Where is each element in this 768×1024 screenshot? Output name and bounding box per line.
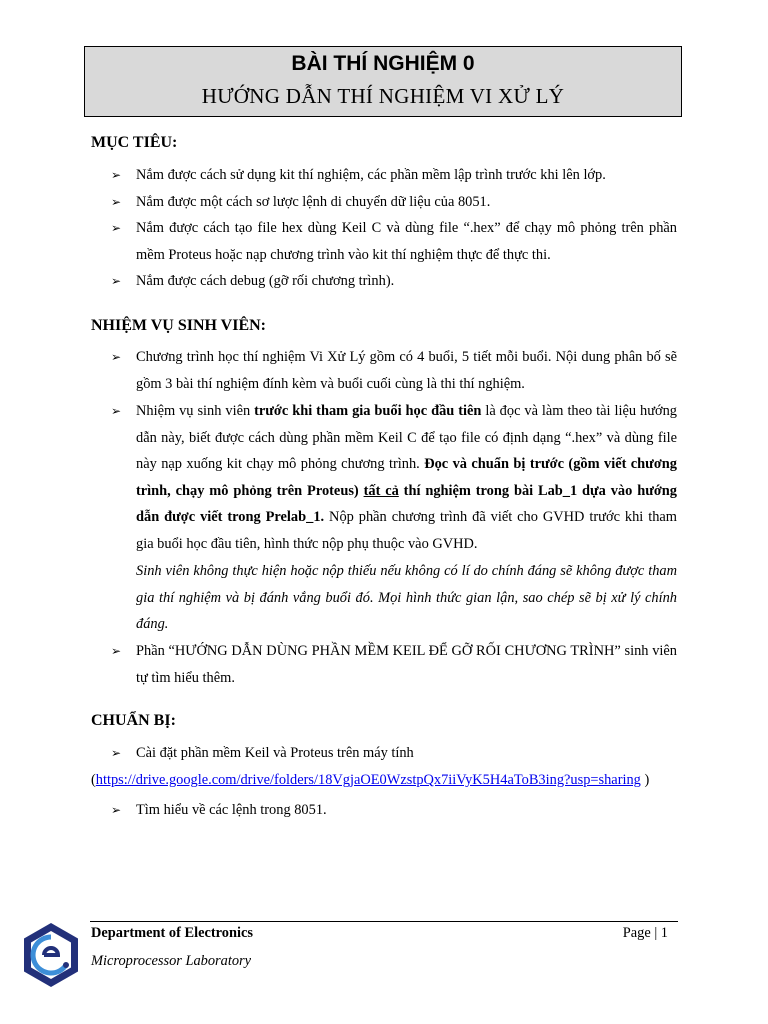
- text-run: là đọc và làm theo tài liệu hướng dẫn này, biết được cách dùng phần mềm Keil C để tạo file có định dạng “.hex” và dùng file này nạp xuống kit chạy mô phỏng chương trình.: [136, 403, 677, 472]
- arrow-bullet-icon: ➢: [111, 168, 122, 182]
- list-item: [111, 398, 677, 557]
- arrow-bullet-icon: ➢: [111, 195, 122, 209]
- list-item-text: [136, 398, 677, 557]
- paren-open: (: [91, 772, 96, 788]
- arrow-bullet-icon: ➢: [111, 746, 122, 760]
- bold-text: trước khi tham gia buổi học đầu tiên: [254, 403, 482, 419]
- list-item: [111, 189, 677, 216]
- list-item-text: Nắm được một cách sơ lược lệnh di chuyển dữ liệu của 8051.: [136, 194, 491, 210]
- section-heading-chuan-bi: CHUẨN BỊ:: [91, 712, 176, 729]
- drive-download-link[interactable]: https://drive.google.com/drive/folders/18VgjaOE0WzstpQx7iiVyK5H4aToB3ing?usp=sharing: [95, 772, 641, 788]
- list-item-text: Cài đặt phần mềm Keil và Proteus trên máy tính: [136, 745, 414, 761]
- department-logo-icon: [22, 922, 80, 988]
- download-link-line: [91, 768, 649, 792]
- list-item: [111, 344, 677, 397]
- doc-subtitle: HƯỚNG DẪN THÍ NGHIỆM VI XỬ LÝ: [201, 84, 565, 108]
- arrow-bullet-icon: ➢: [111, 350, 122, 364]
- arrow-bullet-icon: ➢: [111, 274, 122, 288]
- list-item: [111, 162, 677, 189]
- list-item-text: Chương trình học thí nghiệm Vi Xử Lý gồm có 4 buổi, 5 tiết mỗi buổi. Nội dung phân bố sẽ gồm 3 bài thí nghiệm đính kèm và buổi cuối cùng là thi thí nghiệm.: [136, 349, 677, 392]
- bold-text: Đọc và chuẩn bị trước (gồm viết chương trình, chạy mô phỏng trên Proteus): [136, 456, 677, 499]
- list-item: [111, 215, 677, 268]
- title-box: [84, 46, 682, 117]
- list-item-text: Phần “HƯỚNG DẪN DÙNG PHẦN MỀM KEIL ĐỂ GỠ RỐI CHƯƠNG TRÌNH” sinh viên tự tìm hiểu thêm.: [136, 643, 677, 686]
- list-item-text: Tìm hiểu về các lệnh trong 8051.: [136, 802, 327, 818]
- bold-text: thí nghiệm trong bài Lab_1 dựa vào hướng dẫn được viết trong Prelab_1.: [136, 482, 677, 525]
- list-item-text: Nắm được cách tạo file hex dùng Keil C và dùng file “.hex” để chạy mô phỏng trên phần mềm Proteus hoặc nạp chương trình vào kit thí nghiệm thực để thực thi.: [136, 220, 677, 263]
- underlined-bold-text: tất cả: [363, 482, 399, 499]
- footer-department: Department of Electronics: [91, 925, 253, 941]
- section-heading-nhiem-vu: NHIỆM VỤ SINH VIÊN:: [91, 317, 266, 334]
- text-run: Nộp phần chương trình đã viết cho GVHD trước khi tham gia buổi học đầu tiên, hình thức nộp phụ thuộc vào GVHD.: [136, 509, 678, 552]
- page-number: Page | 1: [622, 925, 668, 941]
- footer-lab-name: Microprocessor Laboratory: [91, 953, 252, 969]
- arrow-bullet-icon: ➢: [111, 404, 122, 418]
- list-item-text: Nắm được cách sử dụng kit thí nghiệm, các phần mềm lập trình trước khi lên lớp.: [136, 167, 606, 183]
- warning-paragraph: Sinh viên không thực hiện hoặc nộp thiếu nếu không có lí do chính đáng sẽ không được tham gia thí nghiệm và bị đánh vắng buổi đó. Mọi hình thức gian lận, sao chép sẽ bị xử lý chính đáng.: [136, 563, 677, 632]
- list-item: [111, 740, 677, 767]
- text-run: Nhiệm vụ sinh viên: [136, 403, 255, 419]
- list-item: [111, 268, 677, 295]
- footer-rule: [90, 921, 678, 922]
- paren-close: ): [640, 772, 650, 788]
- arrow-bullet-icon: ➢: [111, 644, 122, 658]
- doc-title: BÀI THÍ NGHIỆM 0: [291, 52, 475, 75]
- arrow-bullet-icon: ➢: [111, 221, 122, 235]
- section-heading-muc-tieu: MỤC TIÊU:: [91, 134, 178, 151]
- arrow-bullet-icon: ➢: [111, 803, 122, 817]
- list-item: [111, 797, 677, 824]
- list-item: [111, 638, 677, 691]
- list-item-text: Nắm được cách debug (gỡ rối chương trình).: [136, 273, 395, 289]
